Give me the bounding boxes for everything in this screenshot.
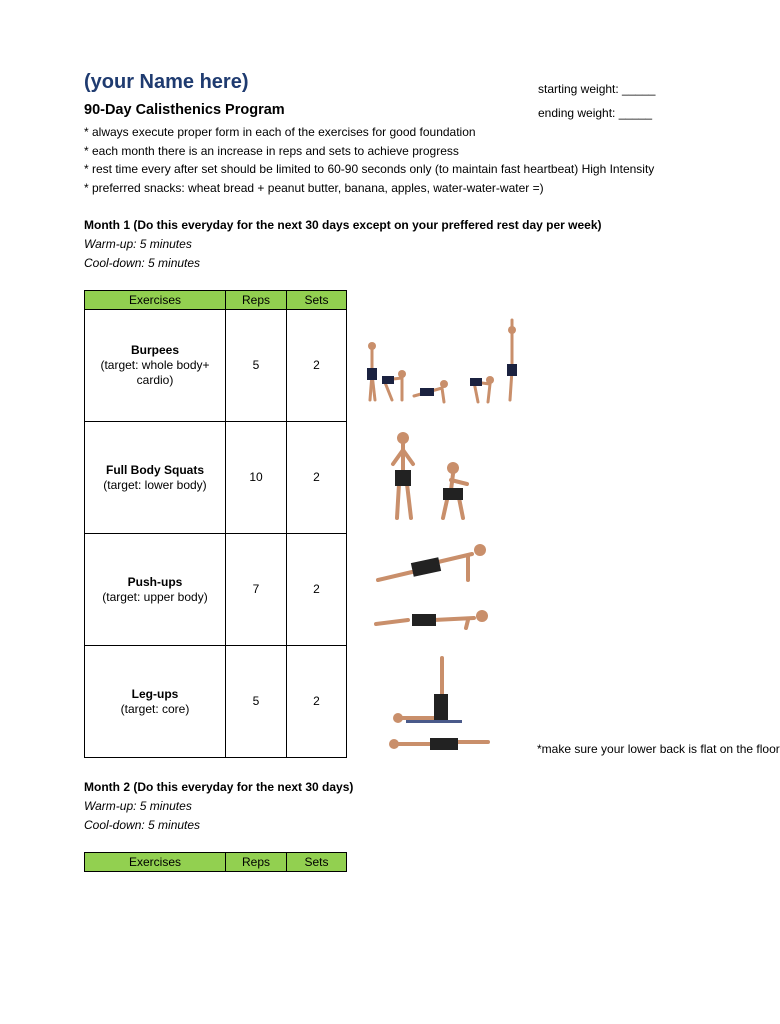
exercise-name: Leg-ups (131, 686, 179, 701)
table-row (85, 534, 347, 646)
col-header-exercises: Exercises (85, 853, 226, 872)
exercise-cell (85, 534, 226, 646)
month2-title: Month 2 (Do this everyday for the next 30 days) (84, 780, 354, 794)
col-header-reps: Reps (226, 291, 287, 310)
burpees-illustration (362, 318, 522, 410)
pushups-illustration (368, 540, 498, 632)
starting-weight-field: starting weight: _____ (538, 82, 656, 96)
sets-cell: 2 (287, 422, 347, 534)
exercise-cell (85, 422, 226, 534)
table-header-row (85, 291, 347, 310)
sets-cell: 2 (287, 534, 347, 646)
exercise-cell (85, 646, 226, 758)
month1-side-note: *make sure your lower back is flat on the floor (537, 742, 780, 756)
month1-warmup: Warm-up: 5 minutes (84, 237, 192, 251)
table-row (85, 422, 347, 534)
month1-exercise-table (84, 290, 347, 758)
exercise-name: Full Body Squats (105, 462, 204, 477)
ending-weight-field: ending weight: _____ (538, 106, 653, 120)
exercise-target: (target: upper body) (102, 589, 208, 604)
table-row (85, 646, 347, 758)
legups-illustration (386, 652, 496, 754)
exercise-name: Push-ups (127, 574, 183, 589)
month2-cooldown: Cool-down: 5 minutes (84, 818, 201, 832)
col-header-sets: Sets (287, 291, 347, 310)
table-row (85, 310, 347, 422)
reps-cell: 5 (226, 646, 287, 758)
table-header-row (85, 853, 347, 872)
name-placeholder-title: (your Name here) (84, 71, 249, 93)
month1-title: Month 1 (Do this everyday for the next 30 days except on your preffered rest day per week) (84, 218, 602, 232)
squats-illustration (385, 428, 480, 526)
exercise-cell (85, 310, 226, 422)
exercise-target-cont: cardio) (136, 373, 174, 387)
exercise-name: Burpees (130, 343, 180, 357)
col-header-reps: Reps (226, 853, 287, 872)
reps-cell: 10 (226, 422, 287, 534)
sets-cell: 2 (287, 646, 347, 758)
note-progress: * each month there is an increase in reps and sets to achieve progress (84, 144, 459, 158)
reps-cell: 5 (226, 310, 287, 422)
reps-cell: 7 (226, 534, 287, 646)
month2-exercise-table (84, 852, 347, 872)
sets-cell: 2 (287, 310, 347, 422)
note-snacks: * preferred snacks: wheat bread + peanut butter, banana, apples, water-water-water =) (84, 181, 544, 195)
col-header-sets: Sets (287, 853, 347, 872)
month2-warmup: Warm-up: 5 minutes (84, 799, 192, 813)
exercise-target: (target: whole body+ (100, 358, 210, 372)
note-rest-time: * rest time every after set should be limited to 60-90 seconds only (to maintain fast heartbeat) High Intensity (84, 162, 655, 176)
note-form: * always execute proper form in each of the exercises for good foundation (84, 125, 476, 139)
col-header-exercises: Exercises (85, 291, 226, 310)
exercise-target: (target: core) (120, 701, 190, 716)
month1-cooldown: Cool-down: 5 minutes (84, 256, 201, 270)
exercise-target: (target: lower body) (103, 477, 207, 492)
program-title: 90-Day Calisthenics Program (84, 102, 285, 118)
